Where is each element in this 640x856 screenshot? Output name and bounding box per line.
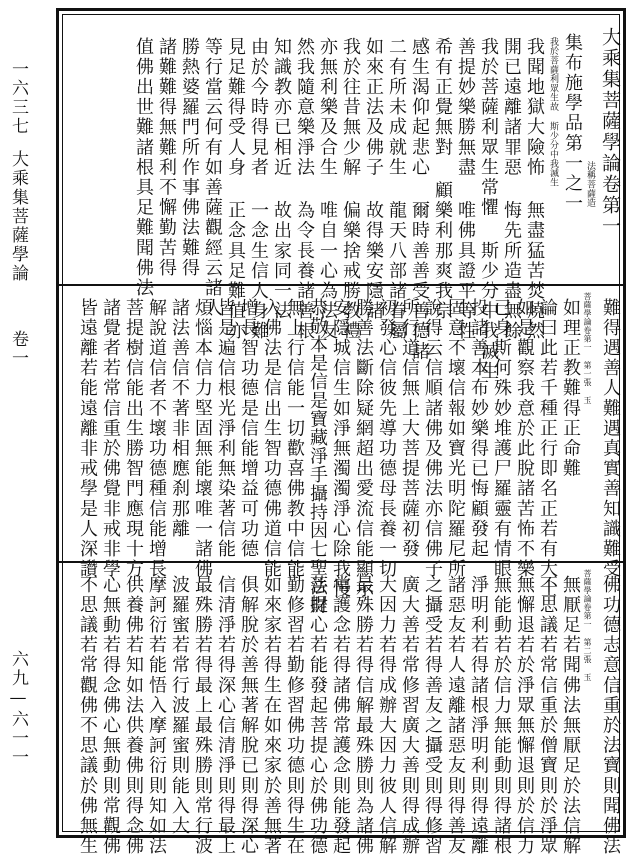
section-2 bbox=[59, 286, 623, 615]
volume-label: 卷一 bbox=[8, 330, 28, 368]
text-column: 不思議若常觀佛不思議於佛無生 bbox=[77, 575, 98, 856]
text-column: 大因力若得成辦大因力彼人信解 bbox=[376, 575, 397, 856]
text-column: 知識教亦已相近 故出家同一法 bbox=[271, 37, 292, 322]
text-column: 諸法善信不著非相應刹那離 bbox=[169, 298, 190, 540]
text-column: 最殊勝若得信解最殊勝則為諸佛 bbox=[353, 575, 374, 856]
text-column: 初發心信彼先導功德母長養一切 bbox=[376, 298, 397, 580]
text-column: 說得云信順諸佛及佛法亦信佛子 bbox=[422, 298, 443, 580]
text-column: 諸覺者若常信重於佛覺非戒非學 bbox=[100, 298, 121, 580]
section-header: 菩薩學論卷第一 第二張 玉 bbox=[583, 569, 592, 682]
page-number-top: 一六三七 bbox=[8, 60, 28, 136]
text-column: 入佛法是信出生智功德佛道信能 bbox=[261, 298, 282, 580]
text-column: 波羅蜜若常行波羅蜜則能入大 bbox=[169, 575, 190, 837]
text-column: 勝熱婆羅門所作事佛法難得 bbox=[179, 37, 200, 279]
text-column: 等行當云何有如善薩觀經云諸人 bbox=[202, 37, 223, 319]
text-column: 我於菩薩利眾生故 斯少分中我滅生 bbox=[548, 37, 558, 187]
text-column: 亦無利樂及合生 唯自一心為法友 bbox=[317, 37, 338, 342]
page-frame bbox=[56, 8, 626, 856]
text-column: 之攝受若得善友之攝受則得修習 bbox=[422, 575, 443, 856]
text-column: 由於今時得見者 一念生信人身難 bbox=[248, 37, 269, 342]
text-column: 如來家若得生在如來家於善無著 bbox=[261, 575, 282, 856]
text-column: 如理正教難得正命難 bbox=[560, 298, 581, 479]
text-column: 值佛出世難諸根具足難聞佛法 bbox=[133, 37, 154, 299]
text-column: 已身斯何殊妙堆護尸羅靈有情眼 bbox=[491, 298, 512, 580]
text-column: 勤修習若勤修習佛功德則得生在 bbox=[284, 575, 305, 856]
text-column: 心無動若得念佛心無動則常觀佛 bbox=[100, 575, 121, 856]
text-column: 恭敬本是信是寶藏淨手攝持因七聖法財 bbox=[307, 298, 328, 615]
text-column: 俱解脫於善無著解脫已則得深心 bbox=[238, 575, 259, 856]
text-column: 無上行信能一切歡喜佛教中信能 bbox=[284, 298, 305, 580]
text-column: 論曰此若千種正行即名正若有大士 bbox=[537, 298, 558, 600]
text-column: 安隱城信生如淨無濁濁淨心除我慢 bbox=[330, 298, 351, 600]
text-column: 廣大善若常修習廣大善則得成辦 bbox=[399, 575, 420, 856]
text-column: 如是觀察我意於此脫諸苦怖不樂 bbox=[514, 298, 535, 580]
text-column: 摩訶衍若能悟入摩訶衍則知如法 bbox=[146, 575, 167, 856]
section-header: 菩薩學論卷第一 第一張 玉 bbox=[583, 292, 592, 405]
text-column: 皆遠離若能遠離非戒學是人深讚 bbox=[77, 298, 98, 580]
running-title: 大乘集菩薩學論 bbox=[8, 150, 28, 283]
text-column: 我聞地獄大險怖 無盡猛苦焚燒然 bbox=[524, 37, 545, 342]
text-column: 我於菩薩利眾生常懼 斯少分中我滅生 bbox=[478, 37, 499, 382]
text-column: 信清淨若得深心信清淨則得最上 bbox=[215, 575, 236, 856]
text-column: 菩提心若能發起菩提心於佛功德 bbox=[307, 575, 328, 856]
text-column: 善提妙樂勝無盡 唯佛具證平等性 bbox=[455, 37, 476, 342]
text-column: 我於往昔無少解 偏樂捨戒勝教禮 bbox=[340, 37, 361, 342]
text-column: 感生渴仰起悲心 爾時善善受善德諸 bbox=[409, 37, 430, 362]
text-column: 無能動若於信力無能動則得諸根 bbox=[491, 575, 512, 856]
author-line: 法稱菩薩造 bbox=[585, 161, 595, 208]
text-column: 菩提樹信能出生勝智門應現十方 bbox=[123, 298, 144, 580]
text-column: 見足難得受人身 正念具足難值亦 bbox=[225, 37, 246, 342]
text-column: 皆是遍信根光淨利無染著信能 bbox=[215, 298, 236, 560]
text-column: 所行道信無上大菩提菩薩初發 bbox=[399, 298, 420, 560]
page-number-bottom: 六九—六一一 bbox=[8, 650, 28, 767]
text-column: 無懈退若於淨眾無懈退則於信力 bbox=[514, 575, 535, 856]
text-column: 集布施學品第一之一 bbox=[562, 33, 583, 214]
text-column: 解說道信者不壞功德種信能增長 bbox=[146, 298, 167, 580]
text-column: 開已遠離諸罪惡 悔先所造盡無餘 bbox=[501, 37, 522, 342]
text-column: 固意不壞信報如寶光明陀羅尼所 bbox=[445, 298, 466, 580]
text-column: 無厭足若聞佛法無厭足於法信解 bbox=[560, 575, 581, 856]
text-column: 淨明利若得諸根淨明利則得遠離 bbox=[468, 575, 489, 856]
text-column: 最殊勝若得最上最殊勝則常行波 bbox=[192, 575, 213, 856]
text-column: 難得遇善人難遇真實善知識難受 bbox=[600, 298, 621, 580]
text-column: 然我隨意樂淨法 為令長養諸善根 bbox=[294, 37, 315, 342]
section-3 bbox=[59, 563, 623, 856]
text-column: 投諸善本布妙樂得已悔顧發起 bbox=[468, 298, 489, 560]
text-column: 二有所未成就生 龍天八部諸眷屬 bbox=[386, 37, 407, 342]
text-column: 增長智功德是信能增益可功德 bbox=[238, 298, 259, 560]
text-column: 佛功德志意信重於法寶則聞佛法 bbox=[600, 575, 621, 856]
text-column: 不思議若常信重於僧寶則於淨眾 bbox=[537, 575, 558, 856]
text-column: 諸惡友若人遠離諸惡友則得善友 bbox=[445, 575, 466, 856]
text-column: 勝善法斷除疑網超出愛流信能顯示 bbox=[353, 298, 374, 600]
text-column: 煩惱本信力堅固無能壞唯一諸佛 bbox=[192, 298, 213, 580]
text-column: 大乘集菩薩學論卷第一 bbox=[599, 27, 621, 237]
text-column: 供養佛若知如法供養佛則得念佛 bbox=[123, 575, 144, 856]
text-column: 希有正覺無對 顧樂利那爽我宗 bbox=[432, 37, 453, 322]
text-column: 常護念若得諸佛常護念則能發起 bbox=[330, 575, 351, 856]
text-column: 如來正法及佛子 故得樂安隱諸 bbox=[363, 37, 384, 322]
text-column: 諸難難得無難利不懈勤苦得 bbox=[156, 37, 177, 279]
